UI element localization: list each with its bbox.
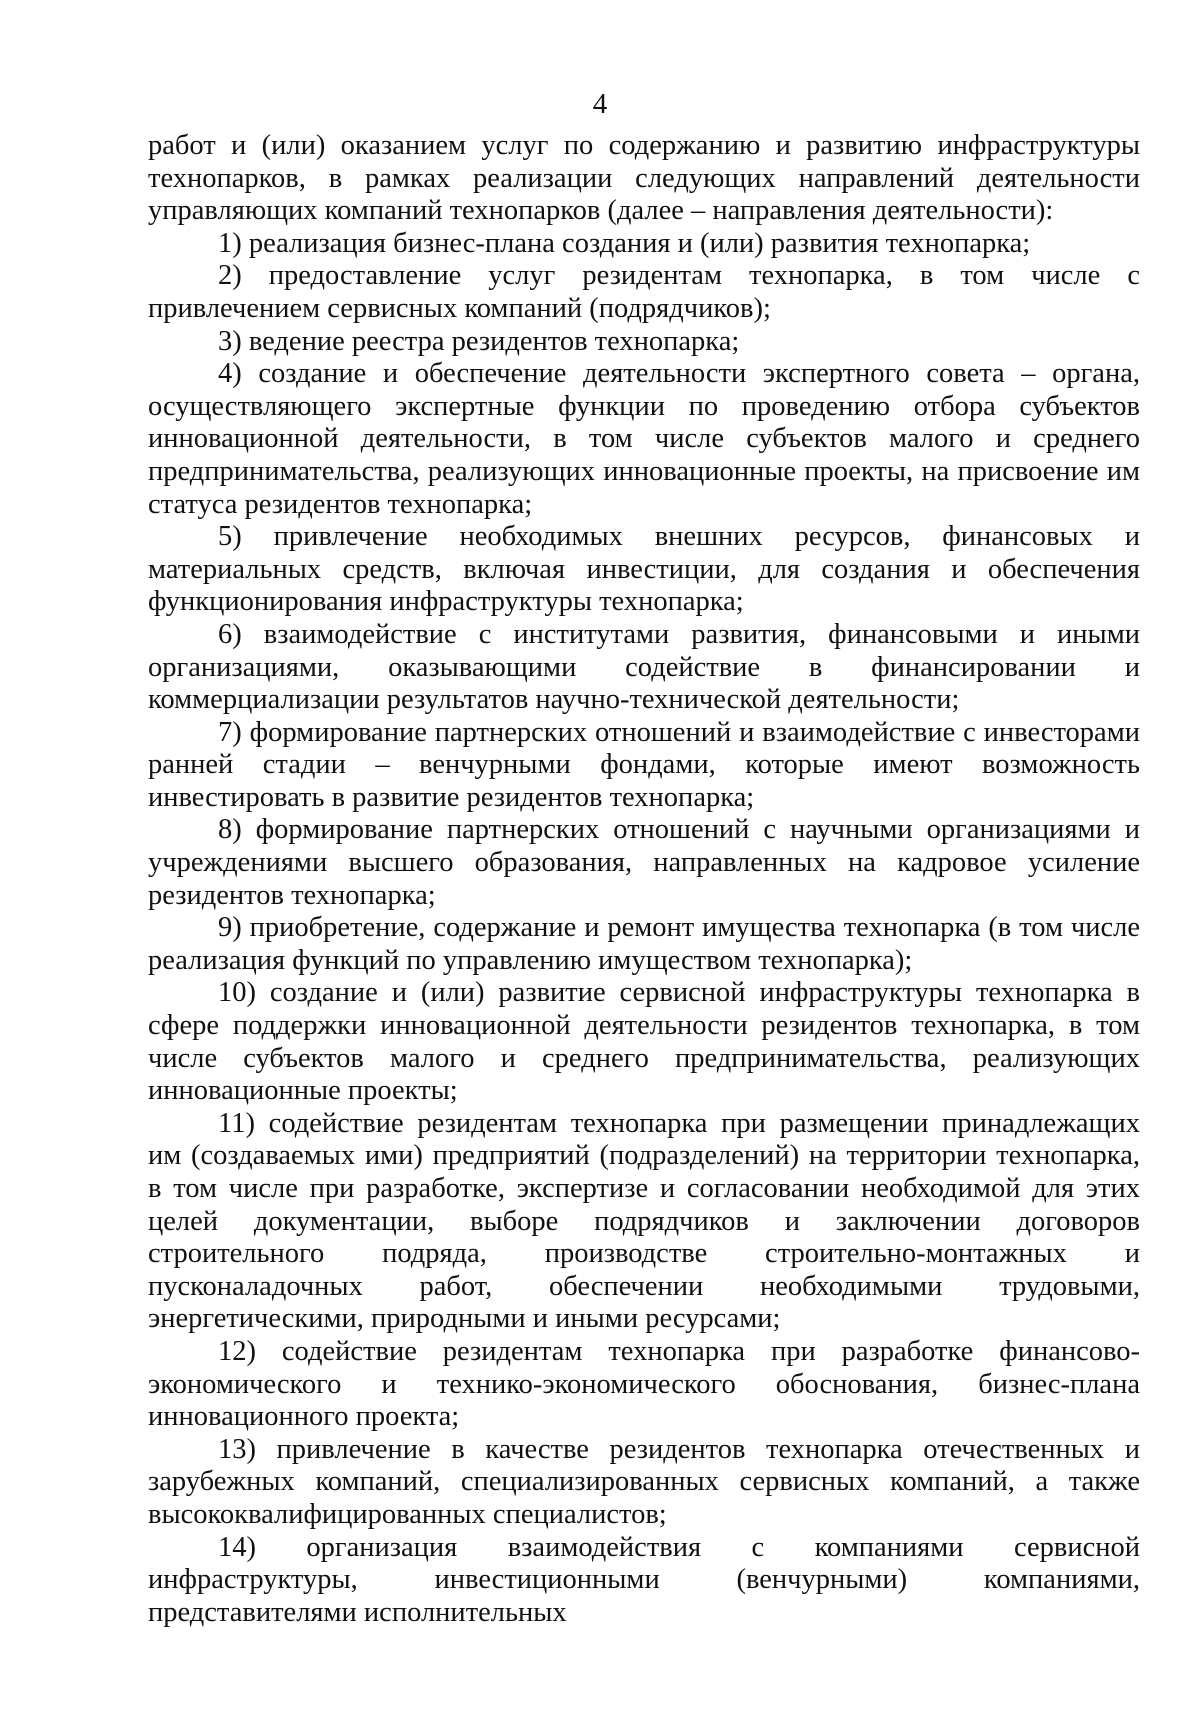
list-item-12: 12) содействие резидентам технопарка при разработке финансово-экономического и технико-экономического обоснования, бизнес-плана инновационного проекта; — [148, 1335, 1140, 1433]
list-item-13: 13) привлечение в качестве резидентов технопарка отечественных и зарубежных компаний, специализированных сервисных компаний, а также высококвалифицированных специалистов; — [148, 1433, 1140, 1530]
list-item-7: 7) формирование партнерских отношений и взаимодействие с инвесторами ранней стадии – венчурными фондами, которые имеют возможность инвестировать в развитие резидентов технопарка; — [148, 716, 1140, 813]
list-item-8: 8) формирование партнерских отношений с научными организациями и учреждениями высшего образования, направленных на кадровое усиление резидентов технопарка; — [148, 814, 1140, 911]
list-item-1: 1) реализация бизнес-плана создания и (или) развития технопарка; — [218, 227, 1031, 259]
list-item-6: 6) взаимодействие с институтами развития, финансовыми и иными организациями, оказывающими содействие в финансировании и коммерциализации результатов научно-технической деятельности; — [148, 618, 1140, 716]
list-item-5: 5) привлечение необходимых внешних ресурсов, финансовых и материальных средств, включая инвестиции, для создания и обеспечения функционирования инфраструктуры технопарка; — [148, 521, 1140, 618]
list-item-11: 11) содействие резидентам технопарка при размещении принадлежащих им (создаваемых ими) предприятий (подразделений) на территории технопарка, в том числе при разработке, экспертизе и согласовании необходимой для этих целей документации, выборе подрядчиков и заключении договоров строительного подряда, производстве строительно-монтажных и пусконаладочных работ, обеспечении необходимыми трудовыми, энергетическими, природными и иными ресурсами; — [148, 1107, 1140, 1335]
list-item-4: 4) создание и обеспечение деятельности экспертного совета – органа, осуществляющего экспертные функции по проведению отбора субъектов инновационной деятельности, в том числе субъектов малого и среднего предпринимательства, реализующих инновационные проекты, на присвоение им статуса резидентов технопарка; — [148, 358, 1140, 520]
document-body — [148, 130, 1140, 1629]
list-item-9: 9) приобретение, содержание и ремонт имущества технопарка (в том числе реализация функций по управлению имуществом технопарка); — [148, 912, 1140, 976]
page-number: 4 — [592, 88, 608, 120]
paragraph-continuation: работ и (или) оказанием услуг по содержанию и развитию инфраструктуры технопарков, в рамках реализации следующих направлений деятельности управляющих компаний технопарков (далее – направления деятельности): — [148, 130, 1140, 227]
list-item-14: 14) организация взаимодействия с компаниями сервисной инфраструктуры, инвестиционными (венчурными) компаниями, представителями исполнительных — [148, 1531, 1140, 1628]
list-item-2: 2) предоставление услуг резидентам технопарка, в том числе с привлечением сервисных компаний (подрядчиков); — [148, 260, 1140, 324]
list-item-3: 3) ведение реестра резидентов технопарка; — [218, 325, 740, 357]
list-item-10: 10) создание и (или) развитие сервисной инфраструктуры технопарка в сфере поддержки инновационной деятельности резидентов технопарка, в том числе субъектов малого и среднего предпринимательства, реализующих инновационные проекты; — [148, 977, 1140, 1107]
